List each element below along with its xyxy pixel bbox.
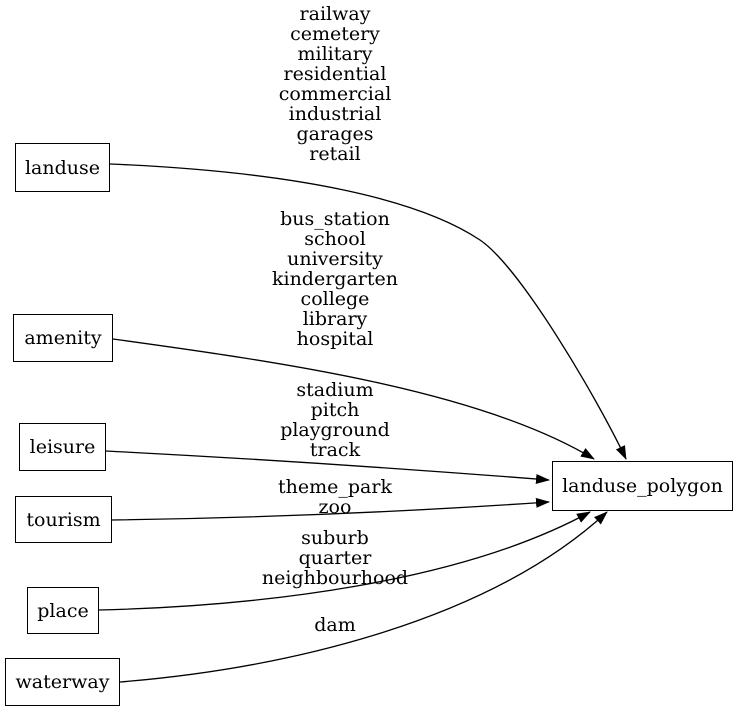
edge-label-waterway <box>195 615 475 635</box>
node-leisure-label: leisure <box>29 436 96 458</box>
edge-label-line: quarter <box>298 547 372 569</box>
edge-label-line: garages <box>296 123 374 145</box>
edge-label-line: industrial <box>288 103 382 125</box>
edge-label-line: commercial <box>278 83 392 105</box>
edge-label-line: retail <box>309 143 361 165</box>
edge-label-line: bus_station <box>280 208 390 230</box>
edge-label-line: stadium <box>296 379 374 401</box>
edge-label-line: theme_park <box>278 476 392 498</box>
edge-label-line: library <box>302 308 368 330</box>
node-leisure <box>19 423 106 471</box>
edge-label-amenity <box>195 209 475 349</box>
node-waterway <box>5 658 120 706</box>
node-amenity <box>13 314 113 362</box>
edge-label-line: school <box>304 228 366 250</box>
node-waterway-label: waterway <box>15 671 110 693</box>
node-landuse_polygon <box>552 461 733 511</box>
edge-label-leisure <box>195 380 475 460</box>
edge-label-landuse <box>195 4 475 164</box>
node-amenity-label: amenity <box>24 327 102 349</box>
node-place <box>27 587 99 634</box>
edge-label-place <box>195 528 475 588</box>
edge-label-line: zoo <box>318 496 352 518</box>
node-tourism <box>15 496 112 543</box>
edge-label-line: hospital <box>296 328 374 350</box>
edge-label-line: college <box>300 288 370 310</box>
edge-label-line: neighbourhood <box>261 567 409 589</box>
node-landuse_polygon-label: landuse_polygon <box>562 475 723 497</box>
edge-label-line: university <box>287 248 383 270</box>
edge-label-line: cemetery <box>290 23 380 45</box>
edge-label-line: pitch <box>310 399 360 421</box>
edge-label-tourism <box>195 477 475 517</box>
node-landuse <box>15 143 110 192</box>
node-landuse-label: landuse <box>24 156 101 179</box>
edge-label-line: residential <box>283 63 387 85</box>
node-place-label: place <box>37 599 89 622</box>
node-tourism-label: tourism <box>26 508 101 531</box>
edge-label-line: military <box>297 43 373 65</box>
edge-label-line: kindergarten <box>271 268 398 290</box>
edge-label-line: railway <box>299 3 371 25</box>
edge-label-line: track <box>309 439 361 461</box>
edge-label-line: dam <box>314 614 356 636</box>
edge-label-line: playground <box>280 419 390 441</box>
edge-label-line: suburb <box>301 527 369 549</box>
